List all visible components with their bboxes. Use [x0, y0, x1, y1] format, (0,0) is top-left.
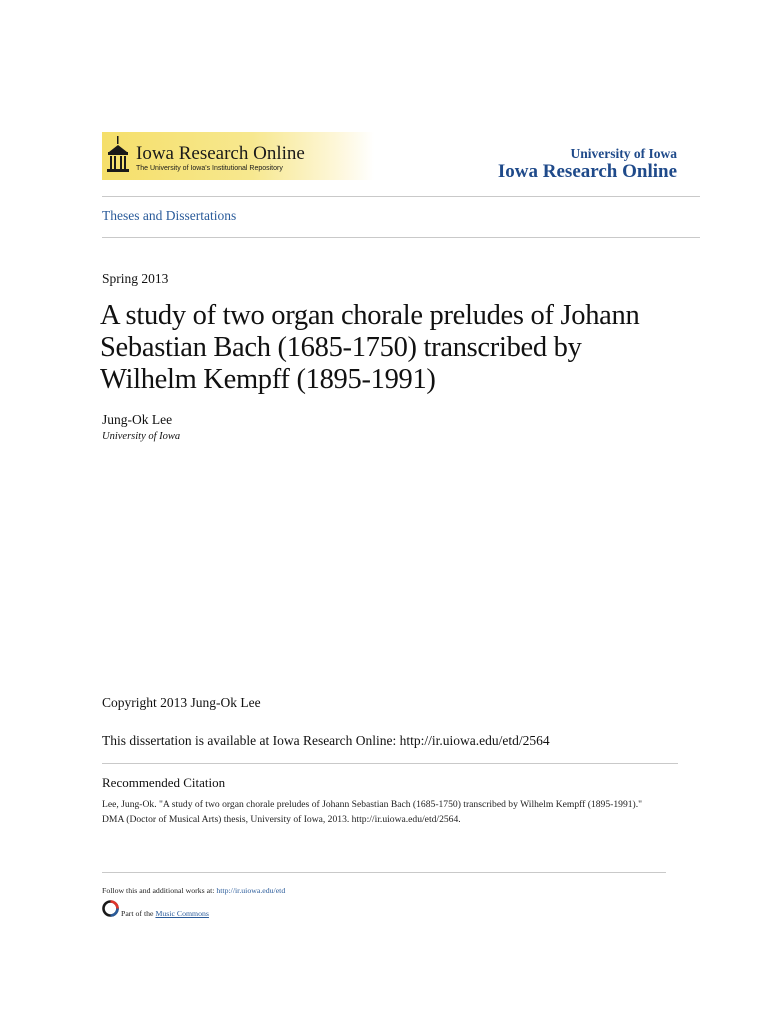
divider	[102, 237, 700, 238]
divider	[102, 196, 700, 197]
follow-link[interactable]: http://ir.uiowa.edu/etd	[216, 886, 286, 895]
citation-text: Lee, Jung-Ok. "A study of two organ chorale preludes of Johann Sebastian Bach (1685-1750) transcribed by Wilhelm Kempff (1895-1991)." DMA (Doctor of Musical Arts) thesis, University of Iowa, 2013. http://ir.uiowa.edu/etd/2564.	[102, 799, 643, 825]
music-commons-link[interactable]: Music Commons	[155, 909, 209, 918]
repository-logo[interactable]	[102, 132, 374, 180]
author-name: Jung-Ok Lee	[102, 412, 173, 427]
author-affiliation: University of Iowa	[102, 431, 181, 442]
university-name[interactable]: University of Iowa	[570, 146, 677, 161]
logo-title: Iowa Research Online	[136, 143, 305, 164]
follow-prefix: Follow this and additional works at:	[102, 886, 217, 895]
follow-line	[102, 886, 285, 895]
citation-heading: Recommended Citation	[102, 775, 226, 790]
building-icon	[106, 136, 130, 176]
copyright-statement: Copyright 2013 Jung-Ok Lee	[102, 695, 261, 710]
collection-link[interactable]: Theses and Dissertations	[102, 208, 237, 223]
availability-statement: This dissertation is available at Iowa Research Online: http://ir.uiowa.edu/etd/2564	[102, 733, 550, 748]
divider	[102, 763, 678, 764]
logo-subtitle: The University of Iowa's Institutional Repository	[136, 165, 283, 172]
digital-commons-icon	[102, 900, 119, 917]
repository-name[interactable]: Iowa Research Online	[497, 161, 677, 182]
part-of-line	[121, 909, 209, 918]
document-title: A study of two organ chorale preludes of Johann Sebastian Bach (1685-1750) transcribed by Wilhelm Kempff (1895-1991)	[100, 300, 640, 395]
divider	[102, 872, 666, 873]
publication-term: Spring 2013	[102, 271, 169, 286]
part-of-prefix: Part of the	[121, 909, 156, 918]
